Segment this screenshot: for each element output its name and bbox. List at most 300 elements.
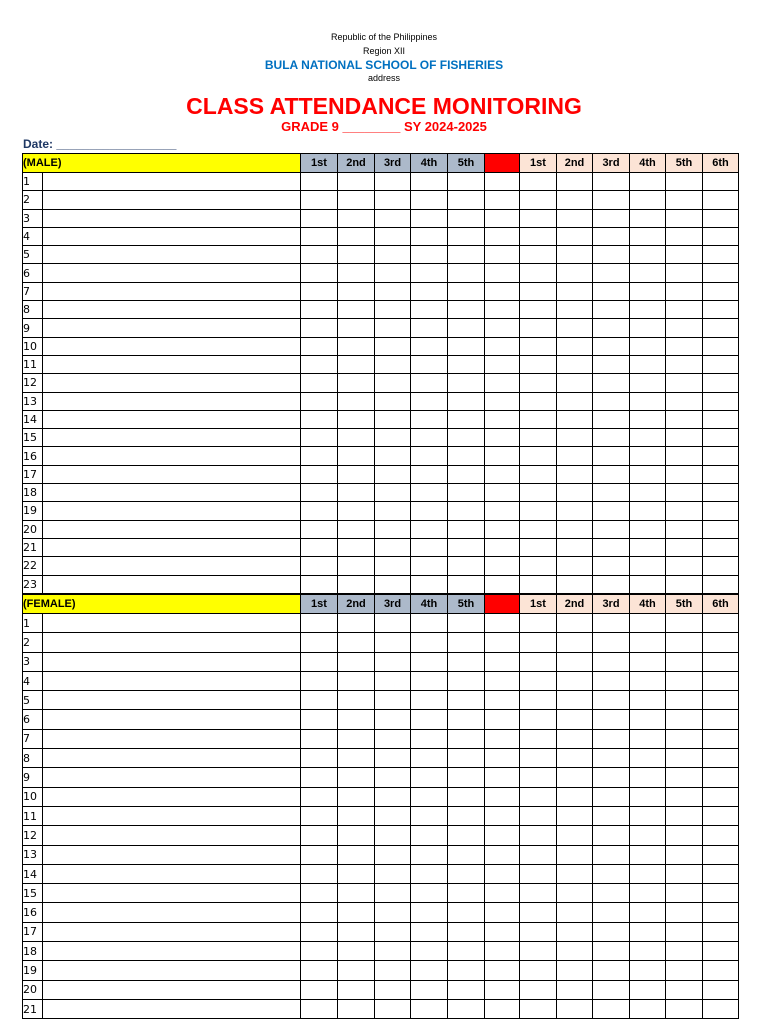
attendance-cell[interactable] bbox=[301, 282, 338, 300]
attendance-cell[interactable] bbox=[485, 246, 520, 264]
attendance-cell[interactable] bbox=[557, 520, 593, 538]
attendance-cell[interactable] bbox=[630, 864, 666, 883]
attendance-cell[interactable] bbox=[411, 319, 448, 337]
attendance-cell[interactable] bbox=[375, 942, 411, 961]
attendance-cell[interactable] bbox=[338, 999, 375, 1018]
attendance-cell[interactable] bbox=[485, 922, 520, 941]
attendance-cell[interactable] bbox=[411, 173, 448, 191]
attendance-cell[interactable] bbox=[557, 264, 593, 282]
attendance-cell[interactable] bbox=[485, 826, 520, 845]
student-name-cell[interactable] bbox=[43, 806, 301, 825]
attendance-cell[interactable] bbox=[666, 884, 703, 903]
attendance-cell[interactable] bbox=[411, 392, 448, 410]
attendance-cell[interactable] bbox=[703, 980, 739, 999]
attendance-cell[interactable] bbox=[338, 447, 375, 465]
attendance-cell[interactable] bbox=[520, 355, 557, 373]
attendance-cell[interactable] bbox=[520, 173, 557, 191]
attendance-cell[interactable] bbox=[375, 282, 411, 300]
attendance-cell[interactable] bbox=[520, 729, 557, 748]
attendance-cell[interactable] bbox=[448, 826, 485, 845]
attendance-cell[interactable] bbox=[448, 922, 485, 941]
attendance-cell[interactable] bbox=[485, 355, 520, 373]
student-name-cell[interactable] bbox=[43, 209, 301, 227]
attendance-cell[interactable] bbox=[375, 520, 411, 538]
attendance-cell[interactable] bbox=[520, 787, 557, 806]
attendance-cell[interactable] bbox=[485, 633, 520, 652]
attendance-cell[interactable] bbox=[630, 538, 666, 556]
attendance-cell[interactable] bbox=[593, 410, 630, 428]
student-name-cell[interactable] bbox=[43, 355, 301, 373]
attendance-cell[interactable] bbox=[666, 942, 703, 961]
attendance-cell[interactable] bbox=[520, 374, 557, 392]
attendance-cell[interactable] bbox=[593, 173, 630, 191]
student-name-cell[interactable] bbox=[43, 410, 301, 428]
attendance-cell[interactable] bbox=[485, 864, 520, 883]
attendance-cell[interactable] bbox=[485, 484, 520, 502]
attendance-cell[interactable] bbox=[301, 942, 338, 961]
attendance-cell[interactable] bbox=[448, 557, 485, 575]
attendance-cell[interactable] bbox=[338, 319, 375, 337]
attendance-cell[interactable] bbox=[703, 337, 739, 355]
attendance-cell[interactable] bbox=[375, 614, 411, 633]
attendance-cell[interactable] bbox=[520, 942, 557, 961]
attendance-cell[interactable] bbox=[411, 209, 448, 227]
attendance-cell[interactable] bbox=[338, 575, 375, 593]
attendance-cell[interactable] bbox=[301, 557, 338, 575]
attendance-cell[interactable] bbox=[338, 864, 375, 883]
attendance-cell[interactable] bbox=[411, 337, 448, 355]
attendance-cell[interactable] bbox=[630, 173, 666, 191]
attendance-cell[interactable] bbox=[557, 173, 593, 191]
attendance-cell[interactable] bbox=[666, 337, 703, 355]
attendance-cell[interactable] bbox=[448, 671, 485, 690]
attendance-cell[interactable] bbox=[703, 355, 739, 373]
attendance-cell[interactable] bbox=[557, 282, 593, 300]
attendance-cell[interactable] bbox=[630, 319, 666, 337]
attendance-cell[interactable] bbox=[448, 864, 485, 883]
attendance-cell[interactable] bbox=[630, 429, 666, 447]
attendance-cell[interactable] bbox=[485, 520, 520, 538]
attendance-cell[interactable] bbox=[630, 710, 666, 729]
attendance-cell[interactable] bbox=[593, 429, 630, 447]
student-name-cell[interactable] bbox=[43, 749, 301, 768]
attendance-cell[interactable] bbox=[338, 392, 375, 410]
attendance-cell[interactable] bbox=[411, 301, 448, 319]
attendance-cell[interactable] bbox=[301, 246, 338, 264]
student-name-cell[interactable] bbox=[43, 557, 301, 575]
attendance-cell[interactable] bbox=[375, 557, 411, 575]
attendance-cell[interactable] bbox=[520, 209, 557, 227]
attendance-cell[interactable] bbox=[557, 447, 593, 465]
attendance-cell[interactable] bbox=[666, 652, 703, 671]
attendance-cell[interactable] bbox=[375, 999, 411, 1018]
attendance-cell[interactable] bbox=[630, 691, 666, 710]
attendance-cell[interactable] bbox=[557, 246, 593, 264]
attendance-cell[interactable] bbox=[375, 633, 411, 652]
attendance-cell[interactable] bbox=[703, 806, 739, 825]
student-name-cell[interactable] bbox=[43, 191, 301, 209]
attendance-cell[interactable] bbox=[703, 209, 739, 227]
attendance-cell[interactable] bbox=[593, 691, 630, 710]
attendance-cell[interactable] bbox=[703, 319, 739, 337]
attendance-cell[interactable] bbox=[520, 410, 557, 428]
attendance-cell[interactable] bbox=[593, 227, 630, 245]
attendance-cell[interactable] bbox=[703, 227, 739, 245]
attendance-cell[interactable] bbox=[301, 392, 338, 410]
attendance-cell[interactable] bbox=[520, 337, 557, 355]
attendance-cell[interactable] bbox=[703, 922, 739, 941]
attendance-cell[interactable] bbox=[703, 392, 739, 410]
attendance-cell[interactable] bbox=[630, 903, 666, 922]
attendance-cell[interactable] bbox=[630, 301, 666, 319]
attendance-cell[interactable] bbox=[301, 922, 338, 941]
attendance-cell[interactable] bbox=[703, 465, 739, 483]
attendance-cell[interactable] bbox=[411, 227, 448, 245]
attendance-cell[interactable] bbox=[485, 652, 520, 671]
attendance-cell[interactable] bbox=[557, 191, 593, 209]
attendance-cell[interactable] bbox=[448, 264, 485, 282]
attendance-cell[interactable] bbox=[375, 374, 411, 392]
attendance-cell[interactable] bbox=[630, 355, 666, 373]
attendance-cell[interactable] bbox=[375, 246, 411, 264]
student-name-cell[interactable] bbox=[43, 502, 301, 520]
attendance-cell[interactable] bbox=[448, 227, 485, 245]
attendance-cell[interactable] bbox=[485, 301, 520, 319]
attendance-cell[interactable] bbox=[485, 671, 520, 690]
attendance-cell[interactable] bbox=[301, 337, 338, 355]
attendance-cell[interactable] bbox=[703, 520, 739, 538]
attendance-cell[interactable] bbox=[375, 845, 411, 864]
attendance-cell[interactable] bbox=[338, 355, 375, 373]
attendance-cell[interactable] bbox=[520, 429, 557, 447]
attendance-cell[interactable] bbox=[520, 922, 557, 941]
attendance-cell[interactable] bbox=[448, 429, 485, 447]
attendance-cell[interactable] bbox=[703, 264, 739, 282]
attendance-cell[interactable] bbox=[411, 961, 448, 980]
attendance-cell[interactable] bbox=[411, 768, 448, 787]
student-name-cell[interactable] bbox=[43, 465, 301, 483]
attendance-cell[interactable] bbox=[301, 980, 338, 999]
attendance-cell[interactable] bbox=[557, 671, 593, 690]
student-name-cell[interactable] bbox=[43, 337, 301, 355]
attendance-cell[interactable] bbox=[593, 942, 630, 961]
attendance-cell[interactable] bbox=[375, 429, 411, 447]
attendance-cell[interactable] bbox=[375, 502, 411, 520]
attendance-cell[interactable] bbox=[520, 301, 557, 319]
attendance-cell[interactable] bbox=[338, 538, 375, 556]
attendance-cell[interactable] bbox=[630, 575, 666, 593]
student-name-cell[interactable] bbox=[43, 374, 301, 392]
attendance-cell[interactable] bbox=[703, 429, 739, 447]
attendance-cell[interactable] bbox=[485, 768, 520, 787]
attendance-cell[interactable] bbox=[375, 301, 411, 319]
student-name-cell[interactable] bbox=[43, 652, 301, 671]
attendance-cell[interactable] bbox=[593, 903, 630, 922]
attendance-cell[interactable] bbox=[448, 806, 485, 825]
attendance-cell[interactable] bbox=[448, 942, 485, 961]
attendance-cell[interactable] bbox=[301, 961, 338, 980]
attendance-cell[interactable] bbox=[666, 392, 703, 410]
attendance-cell[interactable] bbox=[338, 502, 375, 520]
student-name-cell[interactable] bbox=[43, 961, 301, 980]
attendance-cell[interactable] bbox=[703, 768, 739, 787]
attendance-cell[interactable] bbox=[520, 633, 557, 652]
attendance-cell[interactable] bbox=[593, 392, 630, 410]
attendance-cell[interactable] bbox=[520, 502, 557, 520]
attendance-cell[interactable] bbox=[485, 845, 520, 864]
attendance-cell[interactable] bbox=[375, 806, 411, 825]
attendance-cell[interactable] bbox=[375, 787, 411, 806]
attendance-cell[interactable] bbox=[666, 806, 703, 825]
student-name-cell[interactable] bbox=[43, 768, 301, 787]
attendance-cell[interactable] bbox=[520, 557, 557, 575]
attendance-cell[interactable] bbox=[338, 374, 375, 392]
attendance-cell[interactable] bbox=[338, 246, 375, 264]
attendance-cell[interactable] bbox=[520, 652, 557, 671]
attendance-cell[interactable] bbox=[703, 864, 739, 883]
attendance-cell[interactable] bbox=[520, 319, 557, 337]
attendance-cell[interactable] bbox=[485, 392, 520, 410]
attendance-cell[interactable] bbox=[338, 264, 375, 282]
attendance-cell[interactable] bbox=[520, 282, 557, 300]
attendance-cell[interactable] bbox=[557, 980, 593, 999]
attendance-cell[interactable] bbox=[411, 942, 448, 961]
student-name-cell[interactable] bbox=[43, 671, 301, 690]
attendance-cell[interactable] bbox=[338, 173, 375, 191]
attendance-cell[interactable] bbox=[593, 337, 630, 355]
attendance-cell[interactable] bbox=[338, 227, 375, 245]
attendance-cell[interactable] bbox=[485, 903, 520, 922]
attendance-cell[interactable] bbox=[703, 538, 739, 556]
attendance-cell[interactable] bbox=[338, 484, 375, 502]
attendance-cell[interactable] bbox=[666, 614, 703, 633]
attendance-cell[interactable] bbox=[557, 502, 593, 520]
attendance-cell[interactable] bbox=[666, 922, 703, 941]
attendance-cell[interactable] bbox=[703, 845, 739, 864]
attendance-cell[interactable] bbox=[520, 264, 557, 282]
attendance-cell[interactable] bbox=[448, 652, 485, 671]
attendance-cell[interactable] bbox=[485, 787, 520, 806]
attendance-cell[interactable] bbox=[630, 410, 666, 428]
attendance-cell[interactable] bbox=[593, 633, 630, 652]
attendance-cell[interactable] bbox=[630, 557, 666, 575]
attendance-cell[interactable] bbox=[485, 447, 520, 465]
attendance-cell[interactable] bbox=[703, 942, 739, 961]
attendance-cell[interactable] bbox=[666, 729, 703, 748]
student-name-cell[interactable] bbox=[43, 227, 301, 245]
attendance-cell[interactable] bbox=[557, 749, 593, 768]
attendance-cell[interactable] bbox=[666, 691, 703, 710]
attendance-cell[interactable] bbox=[557, 319, 593, 337]
attendance-cell[interactable] bbox=[666, 633, 703, 652]
attendance-cell[interactable] bbox=[520, 392, 557, 410]
attendance-cell[interactable] bbox=[448, 980, 485, 999]
attendance-cell[interactable] bbox=[666, 768, 703, 787]
attendance-cell[interactable] bbox=[666, 227, 703, 245]
attendance-cell[interactable] bbox=[703, 502, 739, 520]
attendance-cell[interactable] bbox=[411, 864, 448, 883]
attendance-cell[interactable] bbox=[411, 980, 448, 999]
attendance-cell[interactable] bbox=[448, 633, 485, 652]
attendance-cell[interactable] bbox=[411, 557, 448, 575]
attendance-cell[interactable] bbox=[666, 191, 703, 209]
student-name-cell[interactable] bbox=[43, 264, 301, 282]
student-name-cell[interactable] bbox=[43, 922, 301, 941]
attendance-cell[interactable] bbox=[301, 484, 338, 502]
attendance-cell[interactable] bbox=[593, 787, 630, 806]
attendance-cell[interactable] bbox=[301, 520, 338, 538]
attendance-cell[interactable] bbox=[338, 520, 375, 538]
attendance-cell[interactable] bbox=[666, 282, 703, 300]
attendance-cell[interactable] bbox=[448, 282, 485, 300]
attendance-cell[interactable] bbox=[703, 614, 739, 633]
attendance-cell[interactable] bbox=[593, 246, 630, 264]
attendance-cell[interactable] bbox=[520, 538, 557, 556]
attendance-cell[interactable] bbox=[411, 749, 448, 768]
attendance-cell[interactable] bbox=[411, 826, 448, 845]
attendance-cell[interactable] bbox=[666, 575, 703, 593]
attendance-cell[interactable] bbox=[301, 652, 338, 671]
attendance-cell[interactable] bbox=[666, 864, 703, 883]
attendance-cell[interactable] bbox=[485, 264, 520, 282]
attendance-cell[interactable] bbox=[557, 209, 593, 227]
attendance-cell[interactable] bbox=[411, 465, 448, 483]
attendance-cell[interactable] bbox=[630, 961, 666, 980]
attendance-cell[interactable] bbox=[520, 884, 557, 903]
attendance-cell[interactable] bbox=[666, 999, 703, 1018]
attendance-cell[interactable] bbox=[301, 355, 338, 373]
attendance-cell[interactable] bbox=[593, 557, 630, 575]
attendance-cell[interactable] bbox=[630, 922, 666, 941]
attendance-cell[interactable] bbox=[485, 538, 520, 556]
student-name-cell[interactable] bbox=[43, 282, 301, 300]
attendance-cell[interactable] bbox=[375, 264, 411, 282]
attendance-cell[interactable] bbox=[485, 942, 520, 961]
attendance-cell[interactable] bbox=[301, 864, 338, 883]
attendance-cell[interactable] bbox=[703, 710, 739, 729]
attendance-cell[interactable] bbox=[301, 429, 338, 447]
attendance-cell[interactable] bbox=[301, 845, 338, 864]
attendance-cell[interactable] bbox=[448, 301, 485, 319]
attendance-cell[interactable] bbox=[448, 691, 485, 710]
attendance-cell[interactable] bbox=[593, 520, 630, 538]
attendance-cell[interactable] bbox=[375, 392, 411, 410]
attendance-cell[interactable] bbox=[630, 392, 666, 410]
attendance-cell[interactable] bbox=[703, 749, 739, 768]
attendance-cell[interactable] bbox=[520, 614, 557, 633]
attendance-cell[interactable] bbox=[448, 410, 485, 428]
student-name-cell[interactable] bbox=[43, 575, 301, 593]
attendance-cell[interactable] bbox=[703, 671, 739, 690]
attendance-cell[interactable] bbox=[301, 447, 338, 465]
attendance-cell[interactable] bbox=[557, 922, 593, 941]
attendance-cell[interactable] bbox=[485, 227, 520, 245]
student-name-cell[interactable] bbox=[43, 942, 301, 961]
attendance-cell[interactable] bbox=[411, 502, 448, 520]
attendance-cell[interactable] bbox=[485, 465, 520, 483]
attendance-cell[interactable] bbox=[485, 729, 520, 748]
attendance-cell[interactable] bbox=[593, 884, 630, 903]
attendance-cell[interactable] bbox=[666, 355, 703, 373]
attendance-cell[interactable] bbox=[703, 903, 739, 922]
attendance-cell[interactable] bbox=[557, 845, 593, 864]
attendance-cell[interactable] bbox=[301, 575, 338, 593]
attendance-cell[interactable] bbox=[448, 191, 485, 209]
attendance-cell[interactable] bbox=[448, 614, 485, 633]
attendance-cell[interactable] bbox=[301, 903, 338, 922]
attendance-cell[interactable] bbox=[301, 710, 338, 729]
student-name-cell[interactable] bbox=[43, 633, 301, 652]
attendance-cell[interactable] bbox=[520, 826, 557, 845]
attendance-cell[interactable] bbox=[301, 301, 338, 319]
attendance-cell[interactable] bbox=[375, 319, 411, 337]
attendance-cell[interactable] bbox=[593, 710, 630, 729]
attendance-cell[interactable] bbox=[338, 671, 375, 690]
attendance-cell[interactable] bbox=[338, 961, 375, 980]
attendance-cell[interactable] bbox=[557, 961, 593, 980]
attendance-cell[interactable] bbox=[630, 999, 666, 1018]
attendance-cell[interactable] bbox=[703, 787, 739, 806]
attendance-cell[interactable] bbox=[557, 999, 593, 1018]
attendance-cell[interactable] bbox=[338, 922, 375, 941]
attendance-cell[interactable] bbox=[630, 826, 666, 845]
student-name-cell[interactable] bbox=[43, 520, 301, 538]
attendance-cell[interactable] bbox=[485, 691, 520, 710]
attendance-cell[interactable] bbox=[557, 691, 593, 710]
attendance-cell[interactable] bbox=[375, 538, 411, 556]
attendance-cell[interactable] bbox=[338, 749, 375, 768]
attendance-cell[interactable] bbox=[338, 806, 375, 825]
attendance-cell[interactable] bbox=[448, 749, 485, 768]
attendance-cell[interactable] bbox=[301, 319, 338, 337]
attendance-cell[interactable] bbox=[703, 557, 739, 575]
attendance-cell[interactable] bbox=[557, 826, 593, 845]
attendance-cell[interactable] bbox=[448, 884, 485, 903]
attendance-cell[interactable] bbox=[630, 191, 666, 209]
attendance-cell[interactable] bbox=[375, 884, 411, 903]
attendance-cell[interactable] bbox=[593, 465, 630, 483]
attendance-cell[interactable] bbox=[703, 884, 739, 903]
attendance-cell[interactable] bbox=[630, 502, 666, 520]
student-name-cell[interactable] bbox=[43, 884, 301, 903]
attendance-cell[interactable] bbox=[375, 465, 411, 483]
attendance-cell[interactable] bbox=[375, 710, 411, 729]
attendance-cell[interactable] bbox=[593, 209, 630, 227]
attendance-cell[interactable] bbox=[485, 374, 520, 392]
attendance-cell[interactable] bbox=[448, 538, 485, 556]
attendance-cell[interactable] bbox=[630, 671, 666, 690]
attendance-cell[interactable] bbox=[411, 410, 448, 428]
student-name-cell[interactable] bbox=[43, 845, 301, 864]
attendance-cell[interactable] bbox=[375, 191, 411, 209]
attendance-cell[interactable] bbox=[557, 633, 593, 652]
attendance-cell[interactable] bbox=[338, 884, 375, 903]
attendance-cell[interactable] bbox=[593, 845, 630, 864]
attendance-cell[interactable] bbox=[301, 671, 338, 690]
attendance-cell[interactable] bbox=[338, 826, 375, 845]
attendance-cell[interactable] bbox=[411, 729, 448, 748]
attendance-cell[interactable] bbox=[666, 671, 703, 690]
student-name-cell[interactable] bbox=[43, 999, 301, 1018]
attendance-cell[interactable] bbox=[338, 209, 375, 227]
attendance-cell[interactable] bbox=[703, 410, 739, 428]
attendance-cell[interactable] bbox=[448, 502, 485, 520]
attendance-cell[interactable] bbox=[375, 826, 411, 845]
attendance-cell[interactable] bbox=[411, 652, 448, 671]
attendance-cell[interactable] bbox=[557, 768, 593, 787]
attendance-cell[interactable] bbox=[630, 942, 666, 961]
attendance-cell[interactable] bbox=[630, 264, 666, 282]
